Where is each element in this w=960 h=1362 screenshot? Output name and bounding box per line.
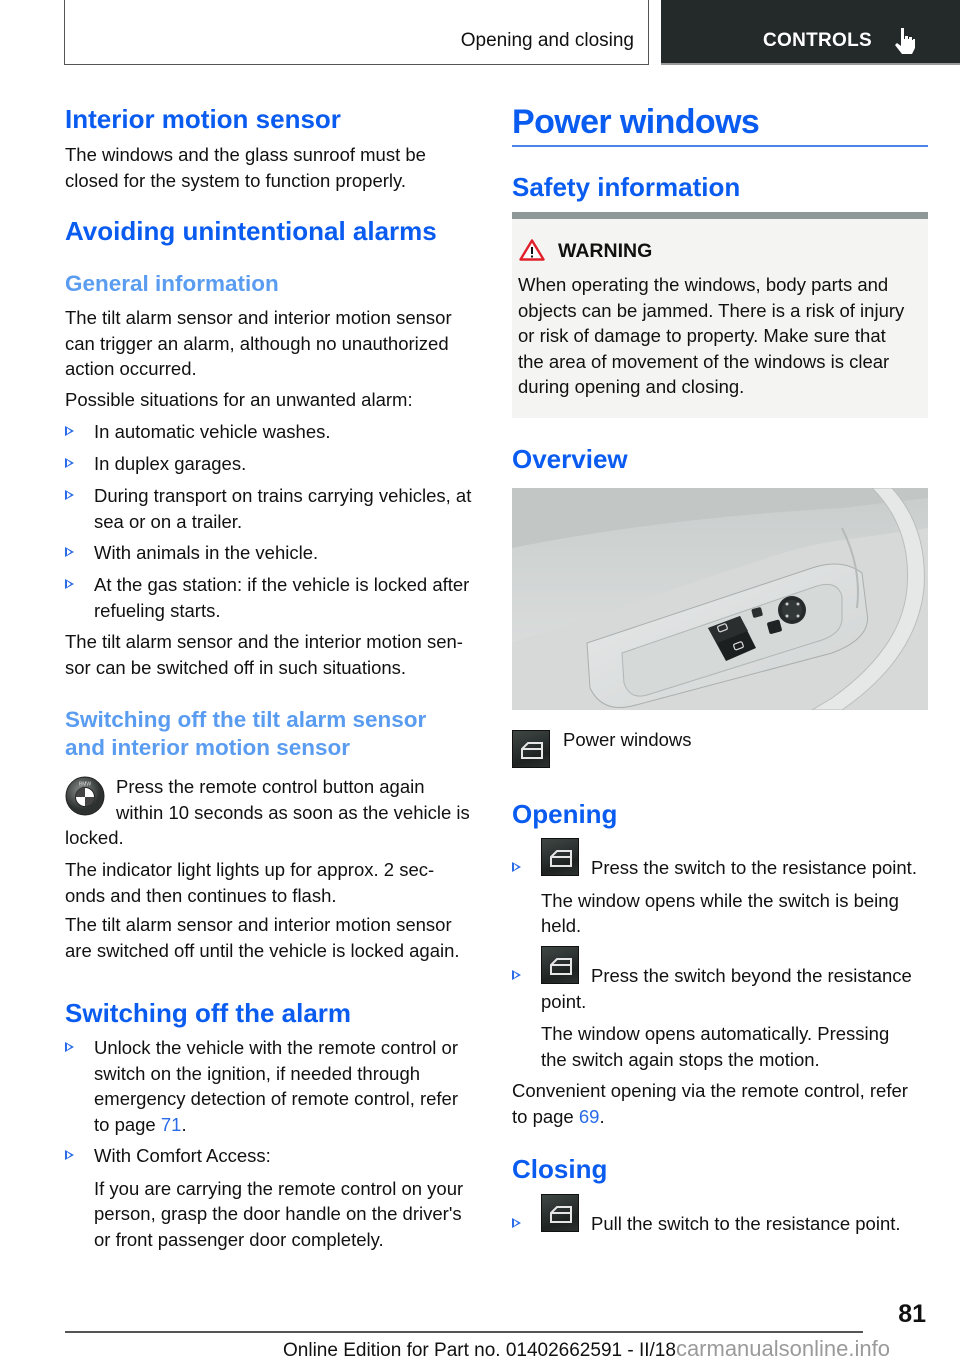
warning-label: WARNING (558, 240, 653, 262)
bmw-remote-button-icon (65, 776, 105, 816)
text-line: or risk of damage to property. Make sure that (518, 325, 886, 346)
power-window-icon (512, 730, 550, 768)
list-item-text: Press the switch to the resistance point. (591, 857, 917, 878)
bullet-triangle-icon (65, 490, 74, 500)
text-fragment: to page (512, 1105, 579, 1127)
list-item-text: the switch again stops the motion. (541, 1048, 820, 1070)
list-item (65, 1035, 458, 1137)
power-window-icon (541, 946, 579, 984)
list-item-text: emergency detection of remote control, refer (94, 1088, 459, 1109)
edition-text: Online Edition for Part no. 01402662591 - II/18 (283, 1340, 676, 1361)
list-item-text: or front passenger door completely. (94, 1228, 384, 1250)
warning-box (512, 212, 928, 418)
opening-note (512, 1078, 908, 1129)
heading-avoiding-alarms: Avoiding unintentional alarms (65, 216, 437, 246)
list-item-text: Pull the switch to the resistance point. (591, 1213, 901, 1234)
sensor-p1 (65, 857, 434, 908)
footer-rule (65, 1331, 863, 1333)
list-item (512, 1211, 901, 1237)
heading-safety-information: Safety information (512, 172, 741, 202)
list-item-text: Press the switch beyond the resistance (591, 965, 912, 986)
heading-general-information: General information (65, 271, 279, 296)
list-item (65, 451, 246, 477)
header-chapter-tab[interactable] (661, 0, 960, 65)
list-item-text: Unlock the vehicle with the remote control or (94, 1037, 459, 1058)
text-line: The tilt alarm sensor and the interior motion sen- (65, 631, 463, 652)
header-chapter-title: CONTROLS (763, 30, 873, 51)
heading-overview: Overview (512, 444, 628, 474)
list-item-text: sea or on a trailer. (94, 510, 243, 532)
general-intro: Possible situations for an unwanted alarm: (65, 389, 413, 410)
bullet-triangle-icon (65, 547, 74, 557)
warning-bar (512, 212, 928, 219)
bullet-triangle-icon (512, 970, 521, 980)
text-line: objects can be jammed. There is a risk of injury (518, 299, 905, 321)
list-item-text: With Comfort Access: (94, 1145, 271, 1166)
text-line: Convenient opening via the remote control, refer (512, 1080, 908, 1101)
bullet-triangle-icon (65, 1042, 74, 1052)
footer-edition (283, 1336, 890, 1362)
legend-label: Power windows (563, 729, 692, 750)
text-fragment: . (599, 1105, 605, 1127)
header-section-title: Opening and closing (460, 30, 634, 51)
text-line: are switched off until the vehicle is locked again. (65, 939, 460, 961)
page-link-69[interactable]: 69 (578, 1105, 600, 1127)
heading-switching-off-sensor (65, 706, 426, 762)
legend-row (512, 730, 550, 768)
door-panel-image (512, 488, 928, 710)
sensor-p2 (65, 912, 460, 963)
header-section-box (64, 0, 649, 65)
general-text (65, 305, 452, 382)
interior-motion-text (65, 142, 426, 193)
list-item-text: switch on the ignition, if needed through (94, 1062, 421, 1084)
text-line: onds and then continues to flash. (65, 884, 337, 906)
list-item (65, 572, 469, 623)
list-item (512, 963, 912, 1072)
heading-line: Switching off the tilt alarm sensor (65, 707, 427, 732)
text-fragment: . (181, 1113, 187, 1135)
list-item (65, 540, 318, 566)
list-item-text: held. (541, 915, 582, 936)
text-line: The tilt alarm sensor and interior motion sensor (65, 914, 452, 935)
power-window-icon (541, 838, 579, 876)
text-line: during opening and closing. (518, 376, 745, 397)
power-window-icon (541, 1194, 579, 1232)
list-item-text: refueling starts. (94, 599, 221, 621)
list-item-text: During transport on trains carrying vehicles, at (94, 485, 472, 506)
list-item-text: The window opens automatically. Pressing (541, 1023, 890, 1044)
list-item-text: With animals in the vehicle. (94, 542, 319, 563)
list-item-text: At the gas station: if the vehicle is locked after (94, 574, 470, 595)
text-line: the area of movement of the windows is clear (518, 350, 890, 372)
bullet-triangle-icon (65, 426, 74, 436)
list-item (512, 855, 917, 939)
heading-switching-off-alarm: Switching off the alarm (65, 998, 352, 1028)
text-line: The tilt alarm sensor and interior motion sensor (65, 307, 452, 328)
text-line: within 10 seconds as soon as the vehicle is (116, 801, 470, 823)
heading-line: and interior motion sensor (65, 735, 351, 760)
warning-text (518, 272, 924, 400)
list-item (65, 483, 471, 534)
text-line: The windows and the glass sunroof must be (65, 144, 426, 165)
text-line: sor can be switched off in such situations. (65, 656, 407, 678)
title-underline (512, 145, 928, 147)
list-item-text (94, 1112, 458, 1138)
text-line: closed for the system to function properly. (65, 169, 407, 191)
general-outro (65, 629, 463, 680)
bullet-triangle-icon (65, 458, 74, 468)
list-item-text: person, grasp the door handle on the driver's (94, 1203, 462, 1224)
text-line: The indicator light lights up for approx. 2 sec- (65, 859, 435, 880)
list-item-text: In duplex garages. (94, 453, 247, 474)
heading-closing: Closing (512, 1154, 608, 1184)
text-line: can trigger an alarm, although no unauthorized (65, 332, 449, 354)
heading-opening: Opening (512, 799, 618, 829)
bullet-triangle-icon (65, 1150, 74, 1160)
page-link-71[interactable]: 71 (160, 1113, 182, 1135)
watermark: carmanualsonline.info (675, 1336, 890, 1361)
pointing-hand-icon (894, 27, 916, 55)
bullet-triangle-icon (512, 862, 521, 872)
warning-triangle-icon (519, 239, 545, 261)
text-line: When operating the windows, body parts and (518, 274, 889, 295)
bullet-triangle-icon (512, 1218, 521, 1228)
list-item-text: The window opens while the switch is being (541, 889, 899, 911)
sensor-step-text-b: locked. (65, 827, 124, 848)
bullet-triangle-icon (65, 579, 74, 589)
page-number: 81 (898, 1300, 926, 1328)
sensor-step-text-a (116, 774, 470, 825)
page-title-power-windows: Power windows (512, 103, 760, 141)
list-item-text: point. (541, 990, 587, 1012)
list-item (65, 1143, 463, 1252)
text-line: action occurred. (65, 358, 197, 379)
list-item-text: If you are carrying the remote control on your (94, 1177, 464, 1199)
heading-interior-motion-sensor: Interior motion sensor (65, 104, 341, 134)
text-line: Press the remote control button again (116, 776, 425, 797)
svg-text:BMW: BMW (78, 781, 92, 788)
text-line (512, 1104, 908, 1130)
text-fragment: to page (94, 1113, 161, 1135)
list-item-text: In automatic vehicle washes. (94, 421, 331, 442)
list-item (65, 419, 331, 445)
